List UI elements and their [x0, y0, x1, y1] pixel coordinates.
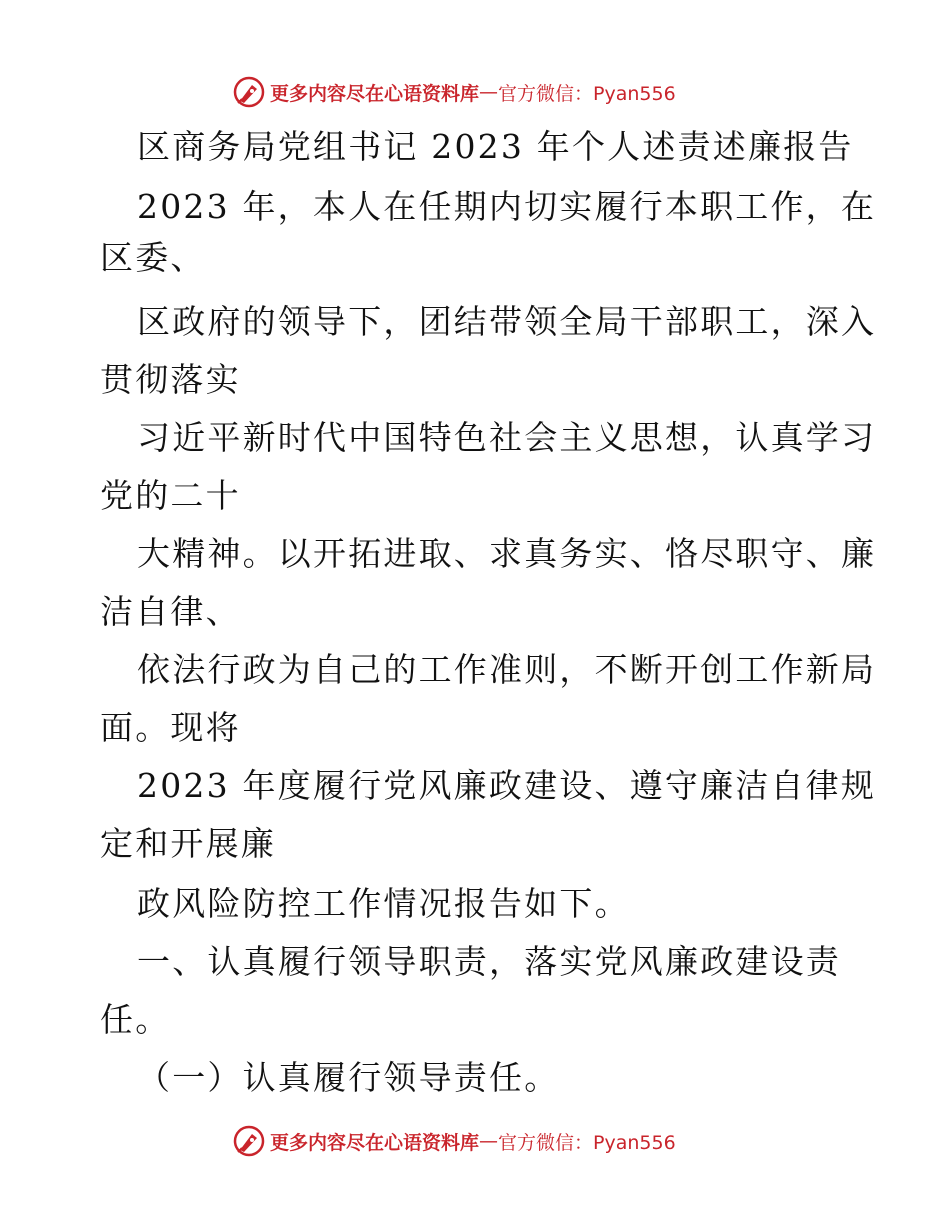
header-watermark — [232, 72, 676, 112]
pen-nib-logo-icon — [232, 1124, 266, 1158]
watermark-brand: 更多内容尽在心语资料库 — [270, 1131, 480, 1154]
paragraph-line: 2023 年度履行党风廉政建设、遵守廉洁自律规 — [137, 766, 877, 805]
paragraph-line: 政风险防控工作情况报告如下。 — [137, 884, 630, 923]
document-title: 区商务局党组书记 2023 年个人述责述廉报告 — [137, 127, 854, 166]
watermark-dash: — — [479, 1130, 499, 1152]
subsection-heading: （一）认真履行领导责任。 — [137, 1058, 560, 1097]
paragraph-line: 区政府的领导下，团结带领全局干部职工，深入 — [137, 302, 877, 341]
paragraph-line: 区委、 — [100, 238, 206, 277]
section-heading: 一、认真履行领导职责，落实党风廉政建设责 — [137, 942, 841, 981]
paragraph-line: 面。现将 — [100, 708, 241, 747]
paragraph-line: 习近平新时代中国特色社会主义思想，认真学习 — [137, 418, 877, 457]
paragraph-line: 洁自律、 — [100, 592, 241, 631]
paragraph-line: 贯彻落实 — [100, 360, 241, 399]
watermark-wechat: 官方微信：Pyan556 — [498, 82, 676, 105]
paragraph-line: 党的二十 — [100, 476, 241, 515]
paragraph-line: 依法行政为自己的工作准则，不断开创工作新局 — [137, 650, 877, 689]
paragraph-line: 2023 年，本人在任期内切实履行本职工作，在 — [137, 187, 877, 226]
paragraph-line: 大精神。以开拓进取、求真务实、恪尽职守、廉 — [137, 534, 877, 573]
watermark-dash: — — [479, 81, 499, 103]
paragraph-line: 任。 — [100, 1000, 171, 1039]
paragraph-line: 定和开展廉 — [100, 824, 276, 863]
pen-nib-logo-icon — [232, 75, 266, 109]
watermark-wechat: 官方微信：Pyan556 — [498, 1131, 676, 1154]
watermark-brand: 更多内容尽在心语资料库 — [270, 82, 480, 105]
footer-watermark — [232, 1121, 676, 1161]
